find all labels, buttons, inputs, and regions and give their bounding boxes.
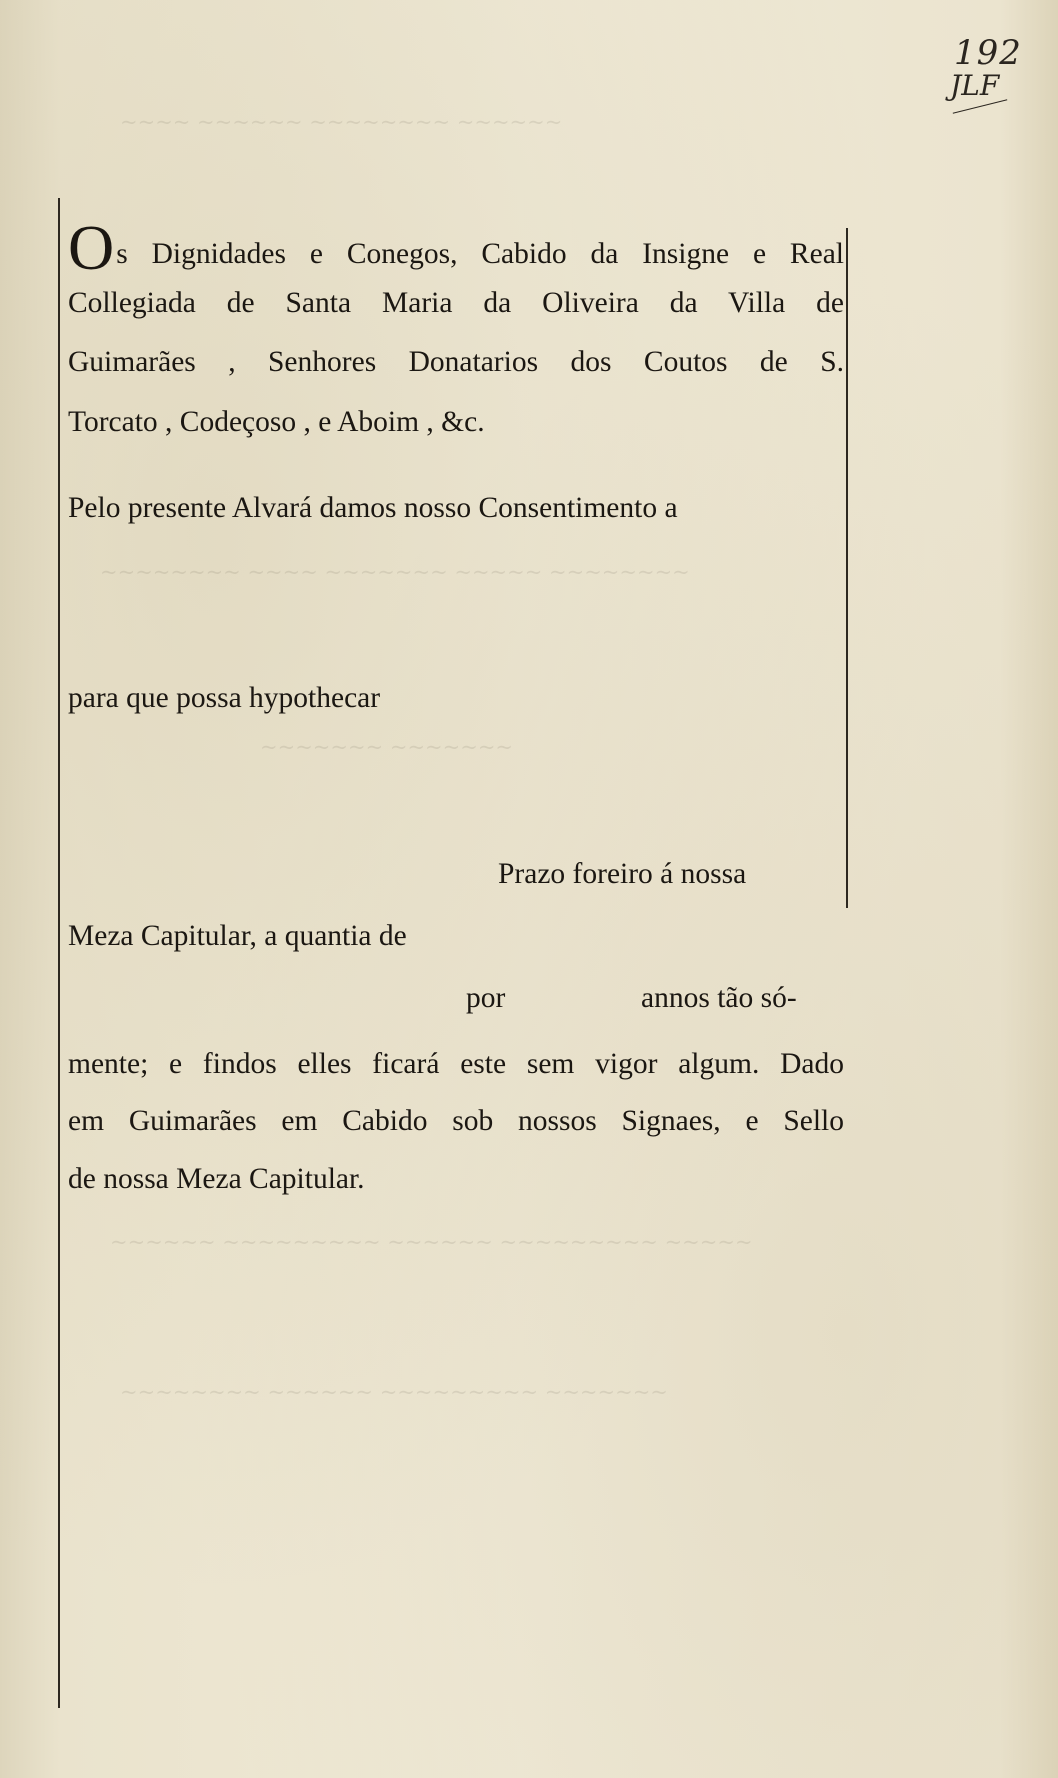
- margin-rule-left: [58, 198, 60, 1708]
- document-line: Collegiada de Santa Maria da Oliveira da Villa de: [68, 287, 844, 319]
- heading-text: s Dignidades e Conegos, Cabido da Insigne e Real: [116, 238, 844, 270]
- document-line: de nossa Meza Capitular.: [68, 1163, 365, 1195]
- handwritten-archive-mark: JLF: [950, 69, 1000, 102]
- bleed-through-texture: ~~~~~~~ ~~~~~~~: [260, 735, 514, 759]
- drop-cap-initial: O: [68, 212, 115, 283]
- quantia-line: Meza Capitular, a quantia de: [68, 920, 407, 952]
- document-line: Torcato , Codeçoso , e Aboim , &c.: [68, 406, 485, 438]
- por-word: por: [466, 982, 506, 1014]
- annos-line: annos tão só-: [641, 982, 797, 1014]
- bleed-through-texture: ~~~~ ~~~~~~ ~~~~~~~~ ~~~~~~: [120, 110, 563, 134]
- bleed-through-texture: ~~~~~~~~ ~~~~ ~~~~~~~ ~~~~~ ~~~~~~~~: [100, 560, 690, 584]
- document-heading-line: [68, 212, 844, 283]
- bleed-through-texture: ~~~~~~~~ ~~~~~~ ~~~~~~~~~ ~~~~~~~: [120, 1380, 668, 1404]
- consent-line: Pelo presente Alvará damos nosso Consentimento a: [68, 492, 678, 524]
- hypothecate-line: para que possa hypothecar: [68, 682, 381, 714]
- margin-rule-right: [846, 228, 848, 908]
- document-line: Guimarães , Senhores Donatarios dos Coutos de S.: [68, 346, 844, 378]
- document-line: mente; e findos elles ficará este sem vigor algum. Dado: [68, 1048, 844, 1080]
- bleed-through-texture: ~~~~~~ ~~~~~~~~~ ~~~~~~ ~~~~~~~~~ ~~~~~: [110, 1230, 753, 1254]
- handwritten-page-number: 192: [954, 33, 1022, 73]
- prazo-line: Prazo foreiro á nossa: [498, 858, 747, 890]
- document-line: em Guimarães em Cabido sob nossos Signaes, e Sello: [68, 1105, 844, 1137]
